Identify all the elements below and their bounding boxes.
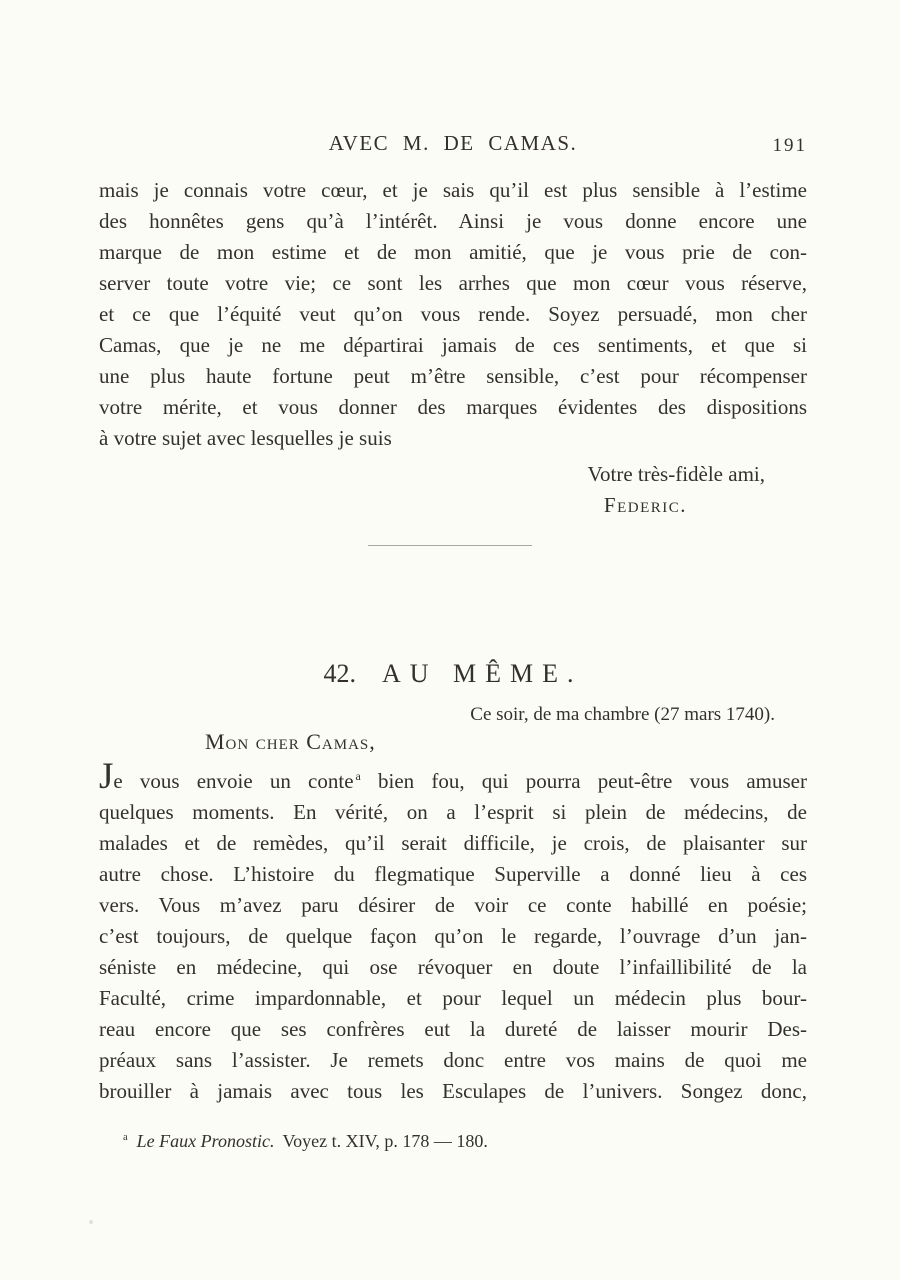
line-text: e vous envoie un conte: [113, 769, 354, 793]
footnote-marker: a: [123, 1132, 128, 1143]
text-line: des honnêtes gens qu’à l’intérêt. Ainsi je vous donne encore une: [99, 209, 807, 233]
footnote-work-title: Le Faux Pronostic.: [136, 1131, 275, 1151]
text-line: séniste en médecine, qui ose révoquer en doute l’infaillibilité de la: [99, 955, 807, 979]
text-line: autre chose. L’histoire du flegmatique Superville a donné lieu à ces: [99, 862, 807, 886]
text-line-with-note: [99, 756, 807, 797]
footnote: [99, 1128, 807, 1154]
text-line: préaux sans l’assister. Je remets donc entre vos mains de quoi me: [99, 1048, 807, 1072]
scan-artifact: [89, 1220, 93, 1224]
text-line: mais je connais votre cœur, et je sais qu’il est plus sensible à l’estime: [99, 178, 807, 202]
letter-title: AU MÊME.: [381, 659, 583, 688]
dateline: Ce soir, de ma chambre (27 mars 1740).: [470, 704, 775, 725]
text-line: Faculté, crime impardonnable, et pour lequel un médecin plus bour-: [99, 986, 807, 1010]
text-line: à votre sujet avec lesquelles je suis: [99, 426, 392, 450]
page-number: 191: [772, 135, 807, 156]
footnote-reference-mark: a: [355, 769, 361, 783]
letter-42-heading: [99, 659, 807, 689]
letter-number: 42.: [323, 659, 356, 688]
text-line: reau encore que ses confrères eut la dureté de laisser mourir Des-: [99, 1017, 807, 1041]
text-line: Camas, que je ne me départirai jamais de ces sentiments, et que si: [99, 333, 807, 357]
letter-41-closing: Votre très-fidèle ami,: [587, 462, 765, 486]
text-line: vers. Vous m’avez paru désirer de voir ce conte habillé en poésie;: [99, 893, 807, 917]
letter-41-body: [99, 175, 807, 454]
text-line: server toute votre vie; ce sont les arrhes que mon cœur vous réserve,: [99, 271, 807, 295]
text-line: quelques moments. En vérité, on a l’esprit si plein de médecins, de: [99, 800, 807, 824]
section-divider-rule: [368, 545, 532, 546]
text-line: c’est toujours, de quelque façon qu’on le regarde, l’ouvrage d’un jan-: [99, 924, 807, 948]
drop-initial: J: [99, 756, 114, 797]
text-line: et ce que l’équité veut qu’on vous rende. Soyez persuadé, mon cher: [99, 302, 807, 326]
letter-42-body: [99, 756, 807, 1107]
text-line: une plus haute fortune peut m’être sensible, c’est pour récompenser: [99, 364, 807, 388]
text-line: marque de mon estime et de mon amitié, que je vous prie de con-: [99, 240, 807, 264]
running-header: [99, 131, 807, 156]
line-text: bien fou, qui pourra peut-être vous amuser: [360, 769, 807, 793]
text-line: brouiller à jamais avec tous les Esculapes de l’univers. Songez donc,: [99, 1079, 807, 1103]
running-title: AVEC M. DE CAMAS.: [328, 131, 578, 155]
letter-41-signature: Federic.: [603, 493, 687, 517]
salutation-row: [99, 729, 807, 755]
text-line: malades et de remèdes, qu’il serait difficile, je crois, de plaisanter sur: [99, 831, 807, 855]
salutation: Mon cher Camas,: [205, 729, 376, 754]
text-line: votre mérite, et vous donner des marques évidentes des dispositions: [99, 395, 807, 419]
footnote-reference: Voyez t. XIV, p. 178 — 180.: [282, 1131, 488, 1151]
